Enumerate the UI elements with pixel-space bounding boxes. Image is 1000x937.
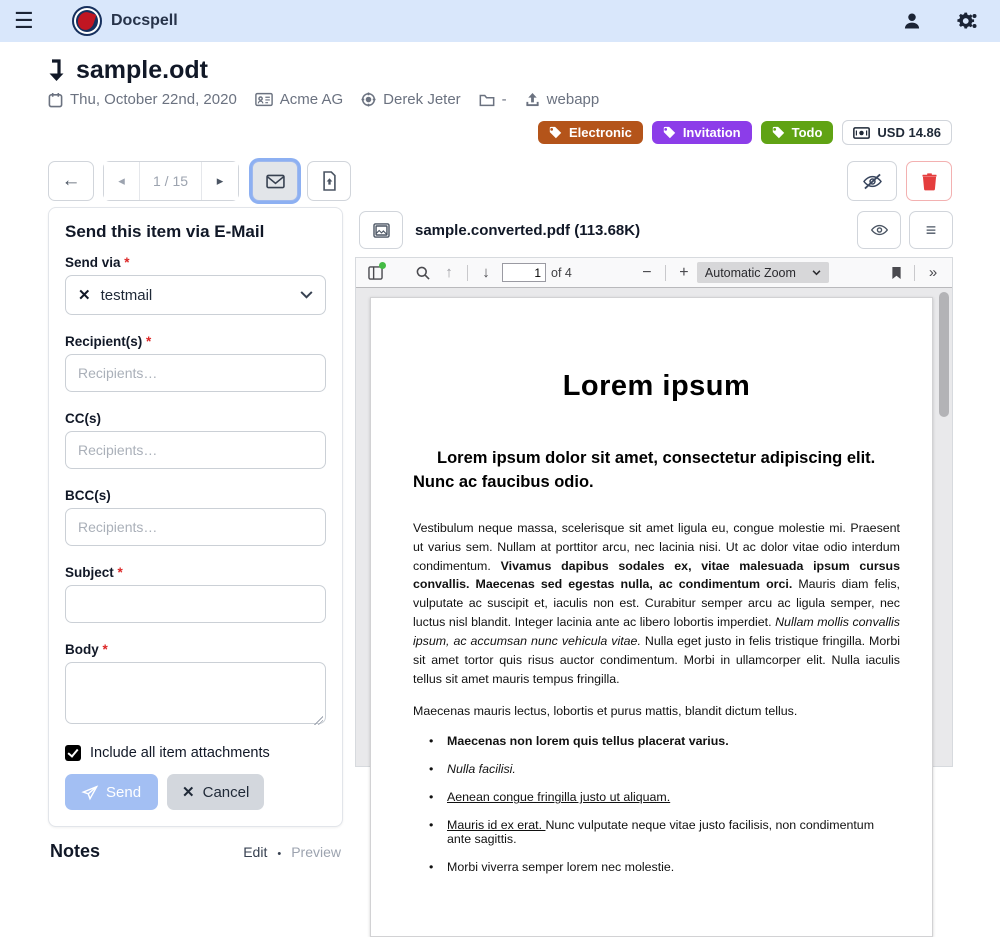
item-folder <box>479 91 507 108</box>
notes-separator-dot: • <box>277 848 282 860</box>
mail-panel-title: Send this item via E-Mail <box>65 222 265 241</box>
envelope-icon <box>266 174 285 189</box>
attachment-filename: sample.converted.pdf (113.68K) <box>415 221 641 239</box>
eye-icon <box>870 223 889 237</box>
tag-label: Todo <box>791 125 823 140</box>
bcc-label: BCC(s) <box>65 488 111 503</box>
send-button[interactable]: Send <box>65 774 158 810</box>
prev-item-button[interactable]: ◂ <box>104 162 140 200</box>
bcc-input[interactable] <box>65 508 326 546</box>
menu-icon[interactable]: ☰ <box>14 8 34 33</box>
back-arrow-icon: ← <box>61 170 81 191</box>
item-download-icon <box>48 58 66 84</box>
pdf-sidebar-toggle-button[interactable] <box>362 261 388 285</box>
cc-input[interactable] <box>65 431 326 469</box>
clear-selection-icon[interactable]: ✕ <box>78 287 91 304</box>
tag-electronic[interactable] <box>538 121 643 144</box>
person-label: Derek Jeter <box>383 91 461 108</box>
pdf-page <box>370 297 933 937</box>
item-source <box>525 91 600 108</box>
pdf-next-page-button[interactable]: ↓ <box>482 264 490 281</box>
tag-label: Invitation <box>682 125 741 140</box>
subject-input[interactable] <box>65 585 326 623</box>
pdf-tools-button[interactable]: » <box>928 264 938 281</box>
pdf-viewport[interactable] <box>356 288 952 875</box>
item-correspondent <box>255 91 343 108</box>
docspell-logo-icon <box>72 6 102 36</box>
attachment-view-button[interactable] <box>857 211 901 249</box>
pdf-bullet: • Nulla facilisi. <box>413 762 900 776</box>
item-page-indicator: 1 / 15 <box>140 162 202 200</box>
attachment-preview-button[interactable] <box>359 211 403 249</box>
pdf-prev-page-button[interactable]: ↑ <box>445 264 453 281</box>
cc-label: CC(s) <box>65 411 101 426</box>
cancel-x-icon: ✕ <box>182 784 195 801</box>
amount-badge[interactable] <box>842 120 952 145</box>
back-button[interactable] <box>48 161 94 201</box>
page-title: sample.odt <box>76 56 208 84</box>
notes-preview-link[interactable]: Preview <box>291 844 341 860</box>
next-item-button[interactable]: ▸ <box>202 162 238 200</box>
item-pager <box>103 161 239 201</box>
delete-item-button[interactable] <box>906 161 952 201</box>
item-person <box>361 91 461 108</box>
menu-lines-icon: ≡ <box>925 219 937 240</box>
item-date-label: Thu, October 22nd, 2020 <box>70 91 237 108</box>
include-attachments-label: Include all item attachments <box>90 745 270 761</box>
item-date <box>48 91 237 108</box>
send-via-label: Send via * <box>65 255 130 270</box>
upload-file-button[interactable] <box>307 161 351 201</box>
subject-label: Subject * <box>65 565 123 580</box>
pdf-page-input[interactable] <box>502 263 546 282</box>
correspondent-label: Acme AG <box>279 91 344 108</box>
notes-heading: Notes <box>50 841 101 861</box>
pdf-toolbar <box>356 258 952 288</box>
send-mail-panel <box>48 207 343 827</box>
pdf-doc-subtitle: Lorem ipsum dolor sit amet, consectetur adipiscing elit. Nunc ac faucibus odio. <box>413 449 876 491</box>
tag-todo[interactable] <box>761 121 834 144</box>
folder-label: - <box>501 91 507 108</box>
pdf-bookmark-button[interactable] <box>883 261 909 285</box>
send-via-value: testmail <box>100 286 153 304</box>
hide-item-button[interactable] <box>847 161 897 201</box>
file-upload-icon <box>322 172 337 190</box>
notes-edit-link[interactable]: Edit <box>243 844 268 860</box>
body-label: Body * <box>65 642 108 657</box>
notification-dot <box>379 262 386 269</box>
include-attachments-checkbox[interactable] <box>65 745 81 761</box>
pdf-page-count: of 4 <box>551 265 572 280</box>
source-label: webapp <box>546 91 600 108</box>
send-via-select[interactable] <box>65 275 326 315</box>
pdf-zoom-select[interactable]: Automatic Zoom <box>697 262 829 283</box>
pdf-bullet-list <box>413 734 900 874</box>
attachment-menu-button[interactable] <box>909 211 953 249</box>
amount-label: USD 14.86 <box>877 125 941 140</box>
recipients-label: Recipient(s) * <box>65 334 152 349</box>
settings-gears-icon[interactable] <box>956 11 978 31</box>
tag-invitation[interactable] <box>652 121 752 144</box>
image-icon <box>373 223 390 238</box>
pdf-zoom-out-button[interactable]: − <box>642 263 652 281</box>
app-logo-group[interactable] <box>72 6 178 36</box>
send-mail-button[interactable] <box>252 161 298 201</box>
pdf-bullet: • Mauris id ex erat. Nunc vulputate neque vitae justo facilisis, non condimentum ante sagittis. <box>413 818 900 846</box>
cancel-button[interactable]: ✕ Cancel <box>167 774 264 810</box>
pdf-search-button[interactable] <box>410 261 436 285</box>
pdf-scrollbar[interactable] <box>939 292 949 417</box>
eye-slash-icon <box>862 173 883 190</box>
zoom-caret-icon <box>812 270 821 276</box>
resize-grip-icon[interactable] <box>314 716 323 725</box>
chevron-down-icon <box>300 291 313 299</box>
body-textarea[interactable] <box>65 662 326 724</box>
tag-label: Electronic <box>568 125 632 140</box>
trash-icon <box>922 173 937 190</box>
pdf-doc-title: Lorem ipsum <box>562 370 751 402</box>
paper-plane-icon <box>82 785 98 800</box>
pdf-bullet: • Maecenas non lorem quis tellus placerat varius. <box>413 734 900 748</box>
pdf-bullet: • Aenean congue fringilla justo ut aliquam. <box>413 790 900 804</box>
pdf-paragraph: Maecenas mauris lectus, lobortis et purus mattis, blandit dictum tellus. <box>413 704 798 719</box>
recipients-input[interactable] <box>65 354 326 392</box>
pdf-bullet: • Morbi viverra semper lorem nec molestie. <box>413 860 900 874</box>
user-icon[interactable] <box>902 11 922 31</box>
app-title: Docspell <box>111 12 178 29</box>
attachment-viewer <box>355 207 953 875</box>
top-navbar <box>0 0 1000 42</box>
pdf-paragraph: Vestibulum neque massa, scelerisque sit amet ligula eu, congue molestie mi. Praesent ut varius sem. Nullam at porttitor arcu, nec lacinia nisi. Ut ac dolor vitae odio interdum condimentum. Vivamus dapibus sodales ex, vitae malesuada ipsum cursus convallis. Maecenas sed egestas nulla, ac condimentum orci. Mauris diam felis, vulputate ac suscipit et, iaculis non est. Curabitur semper arcu ac ligula semper, nec luctus nisl blandit. Integer lacinia ante ac libero lobortis imperdiet. Nullam mollis convallis ipsum, ac accumsan nunc vehicula vitae. Nulla eget justo in felis tristique fringilla. Morbi sit amet tortor quis risus auctor condimentum. Morbi in ullamcorper elit. Nulla iaculis tellus sit amet mauris tempus fringilla. <box>413 520 901 686</box>
pdf-zoom-in-button[interactable]: + <box>679 263 689 281</box>
